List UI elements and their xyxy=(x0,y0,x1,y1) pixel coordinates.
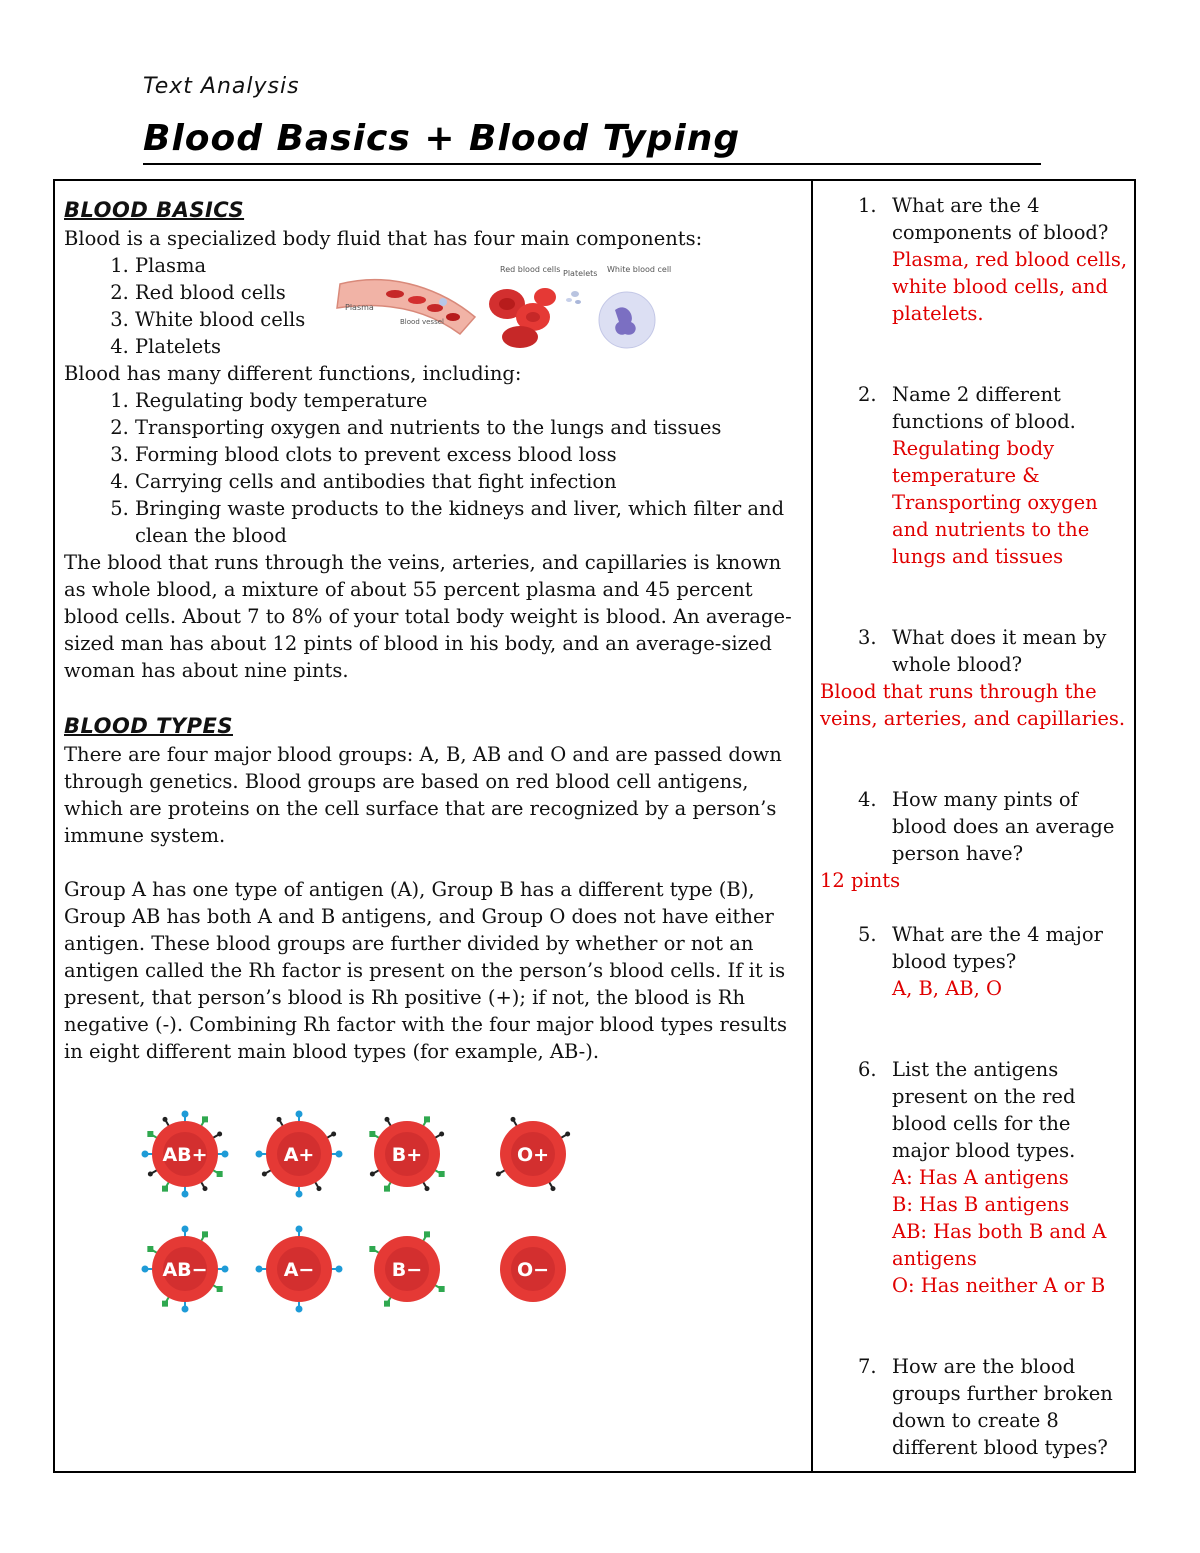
blood-types-paragraph-1: There are four major blood groups: A, B, AB and O and are passed down through genetics. Blood groups are based on red blood cell antigens, which are proteins on the cell surface that are recognized by a person’s immune system. xyxy=(64,743,782,847)
blood-components-figure xyxy=(335,262,675,357)
list-item: 5. Bringing waste products to the kidneys and liver, which filter and clean the blood xyxy=(135,495,806,549)
antigen-rh-mark xyxy=(277,1117,282,1122)
list-item: 3. Forming blood clots to prevent excess blood loss xyxy=(135,441,806,468)
question-7 xyxy=(820,1353,1132,1461)
figure-label-platelets: Platelets xyxy=(563,269,598,278)
antigen-b-mark xyxy=(369,1246,375,1252)
antigen-b-mark xyxy=(202,1116,208,1122)
antigen-a-mark xyxy=(182,1111,189,1118)
blood-type-label: B+ xyxy=(391,1144,423,1166)
antigen-b-mark xyxy=(217,1286,223,1292)
antigen-b-mark xyxy=(217,1171,223,1177)
antigen-rh-mark xyxy=(511,1117,516,1122)
antigen-a-mark xyxy=(182,1226,189,1233)
antigen-rh-mark xyxy=(551,1186,556,1191)
antigen-rh-mark xyxy=(565,1132,570,1137)
antigen-rh-mark xyxy=(148,1172,153,1177)
basics-intro: Blood is a specialized body fluid that has four main components: xyxy=(64,227,703,250)
platelets-illustration xyxy=(566,291,581,304)
title-underline xyxy=(143,163,1041,165)
blood-type-cell xyxy=(142,1226,229,1313)
antigen-rh-mark xyxy=(439,1132,444,1137)
page-title: Blood Basics + Blood Typing xyxy=(143,118,741,159)
antigen-a-mark xyxy=(296,1226,303,1233)
antigen-b-mark xyxy=(384,1186,390,1192)
question-3 xyxy=(820,624,1132,678)
antigen-rh-mark xyxy=(203,1186,208,1191)
antigen-rh-mark xyxy=(385,1117,390,1122)
list-item: 1. Regulating body temperature xyxy=(135,387,806,414)
blood-type-label: O− xyxy=(516,1259,550,1281)
list-item: 2. Transporting oxygen and nutrients to the lungs and tissues xyxy=(135,414,806,441)
antigen-b-mark xyxy=(439,1286,445,1292)
question-number: 1. xyxy=(858,194,877,217)
antigen-b-mark xyxy=(162,1186,168,1192)
antigen-a-mark xyxy=(142,1151,149,1158)
question-text: List the antigens present on the red blood cells for the major blood types. xyxy=(892,1058,1076,1162)
antigen-b-mark xyxy=(424,1231,430,1237)
antigen-rh-mark xyxy=(331,1132,336,1137)
antigen-a-mark xyxy=(142,1266,149,1273)
figure-label-plasma: Plasma xyxy=(345,303,374,312)
functions-list xyxy=(64,387,806,549)
antigen-b-mark xyxy=(439,1171,445,1177)
list-item: 2. Red blood cells xyxy=(135,279,806,306)
section-heading-blood-types: BLOOD TYPES xyxy=(64,714,233,738)
answer-text: A, B, AB, O xyxy=(892,977,1003,1000)
antigen-rh-mark xyxy=(163,1117,168,1122)
antigen-a-mark xyxy=(296,1306,303,1313)
question-2 xyxy=(820,381,1132,570)
antigen-rh-mark xyxy=(217,1132,222,1137)
blood-type-label: AB+ xyxy=(162,1144,208,1166)
section-heading-blood-basics: BLOOD BASICS xyxy=(64,198,245,222)
antigen-a-mark xyxy=(336,1151,343,1158)
column-divider xyxy=(811,179,813,1473)
answer-text: Blood that runs through the veins, arteries, and capillaries. xyxy=(820,680,1126,730)
antigen-rh-mark xyxy=(370,1172,375,1177)
antigen-a-mark xyxy=(256,1151,263,1158)
antigen-b-mark xyxy=(369,1131,375,1137)
answer-line: AB: Has both B and A antigens xyxy=(892,1220,1107,1270)
question-text: Name 2 different functions of blood. xyxy=(892,383,1076,433)
blood-type-label: AB− xyxy=(162,1259,208,1281)
antigen-b-mark xyxy=(147,1246,153,1252)
question-text: How are the blood groups further broken down to create 8 different blood types? xyxy=(892,1355,1113,1459)
antigen-a-mark xyxy=(296,1191,303,1198)
blood-type-cell xyxy=(369,1116,444,1191)
answer-text: Regulating body temperature & Transporting oxygen and nutrients to the lungs and tissues xyxy=(892,437,1098,568)
antigen-a-mark xyxy=(336,1266,343,1273)
question-text: How many pints of blood does an average person have? xyxy=(892,788,1115,865)
antigen-rh-mark xyxy=(262,1172,267,1177)
question-number: 5. xyxy=(858,923,877,946)
antigen-b-mark xyxy=(202,1231,208,1237)
question-5 xyxy=(820,921,1132,1002)
figure-label-white-cell: White blood cell xyxy=(607,265,672,274)
answer-line: B: Has B antigens xyxy=(892,1193,1070,1216)
blood-types-paragraph-2: Group A has one type of antigen (A), Group B has a different type (B), Group AB has both A and B antigens, and Group O does not have either antigen. These blood groups are further divided by whether or not an antigen called the Rh factor is present on the person’s blood cells. If it is present, that person’s blood is Rh positive (+); if not, the blood is Rh negative (-). Combining Rh factor with the four major blood types results in eight different main blood types (for example, AB-). xyxy=(64,878,788,1063)
answer-text: 12 pints xyxy=(820,869,901,892)
blood-type-label: O+ xyxy=(516,1144,550,1166)
question-text: What are the 4 components of blood? xyxy=(892,194,1109,244)
antigen-a-mark xyxy=(222,1266,229,1273)
list-item: 4. Platelets xyxy=(135,333,806,360)
question-number: 4. xyxy=(858,788,877,811)
question-number: 2. xyxy=(858,383,877,406)
blood-type-label: A− xyxy=(283,1259,315,1281)
question-number: 3. xyxy=(858,626,877,649)
blood-type-cell xyxy=(142,1111,229,1198)
antigen-rh-mark xyxy=(317,1186,322,1191)
antigen-a-mark xyxy=(182,1191,189,1198)
blood-type-cell xyxy=(256,1226,343,1313)
question-text: What are the 4 major blood types? xyxy=(892,923,1103,973)
functions-intro: Blood has many different functions, including: xyxy=(64,362,522,385)
white-blood-cell-illustration xyxy=(599,292,655,348)
figure-label-red-cells: Red blood cells xyxy=(500,265,561,274)
antigen-rh-mark xyxy=(496,1172,501,1177)
question-number: 7. xyxy=(858,1355,877,1378)
whole-blood-paragraph: The blood that runs through the veins, arteries, and capillaries is known as whole blood, a mixture of about 55 percent plasma and 45 percent blood cells. About 7 to 8% of your total body weight is blood. An average-sized man has about 12 pints of blood in his body, and an average-sized woman has about nine pints. xyxy=(64,551,792,682)
blood-type-label: B− xyxy=(391,1259,423,1281)
document-kicker: Text Analysis xyxy=(143,74,300,99)
antigen-a-mark xyxy=(222,1151,229,1158)
antigen-a-mark xyxy=(296,1111,303,1118)
question-4 xyxy=(820,786,1132,867)
blood-types-figure xyxy=(140,1104,580,1314)
answer-line: O: Has neither A or B xyxy=(892,1274,1106,1297)
antigen-b-mark xyxy=(162,1301,168,1307)
blood-type-cell xyxy=(256,1111,343,1198)
answer-line: A: Has A antigens xyxy=(892,1166,1069,1189)
antigen-b-mark xyxy=(384,1301,390,1307)
figure-label-vessel: Blood vessel xyxy=(400,318,444,326)
question-1 xyxy=(820,192,1132,327)
antigen-rh-mark xyxy=(425,1186,430,1191)
blood-type-cell xyxy=(496,1117,570,1191)
question-6 xyxy=(820,1056,1132,1299)
question-column xyxy=(820,192,1132,1461)
antigen-b-mark xyxy=(147,1131,153,1137)
blood-type-cell xyxy=(369,1231,444,1306)
blood-type-cell xyxy=(500,1236,566,1302)
red-blood-cells-illustration xyxy=(489,288,556,348)
antigen-b-mark xyxy=(424,1116,430,1122)
blood-type-label: A+ xyxy=(283,1144,315,1166)
question-text: What does it mean by whole blood? xyxy=(892,626,1107,676)
answer-text: Plasma, red blood cells, white blood cells, and platelets. xyxy=(892,248,1128,325)
list-item: 1. Plasma xyxy=(135,252,806,279)
antigen-a-mark xyxy=(256,1266,263,1273)
question-number: 6. xyxy=(858,1058,877,1081)
antigen-a-mark xyxy=(182,1306,189,1313)
list-item: 4. Carrying cells and antibodies that fight infection xyxy=(135,468,806,495)
list-item: 3. White blood cells xyxy=(135,306,806,333)
